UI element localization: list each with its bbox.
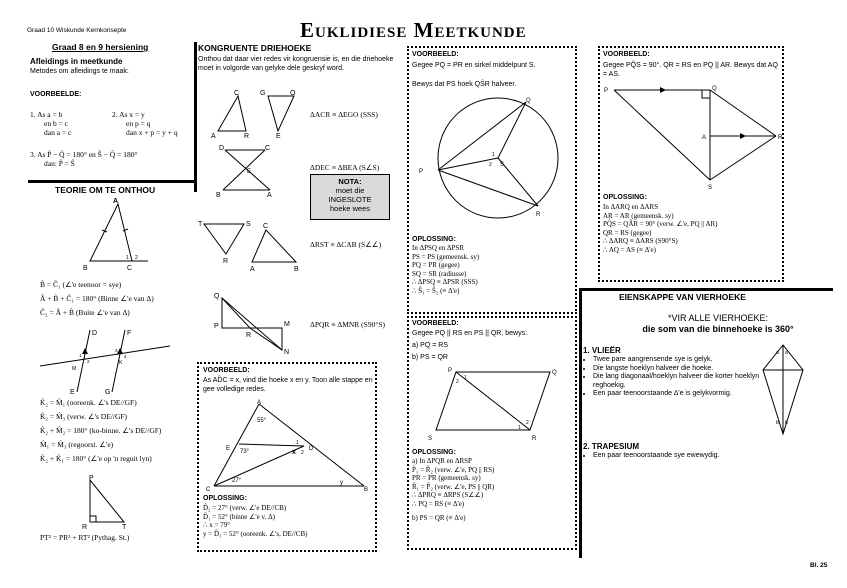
svg-text:S: S: [500, 162, 505, 168]
svg-text:P: P: [448, 368, 453, 374]
svg-text:R: R: [778, 135, 782, 141]
svg-text:B: B: [83, 265, 88, 272]
svg-text:Q: Q: [526, 98, 531, 104]
svg-text:T: T: [122, 524, 127, 530]
svg-text:Q: Q: [552, 370, 557, 376]
svg-text:a: a: [785, 350, 788, 356]
congruent-intro: Onthou dat daar vier redes vir kongruensie is, en die driehoeke moet in volgorde van gelyke dele geskryf word.: [198, 56, 394, 72]
revision-example-3: 3. As P̂ − Q̂ = 180° en Ŝ − Q̂ = 180° dan: P̂ = Ŝ: [30, 150, 138, 168]
svg-text:R: R: [532, 436, 537, 442]
svg-text:B: B: [294, 266, 299, 272]
example-abc-solution: D̂₂ = 27° (verw. ∠'e DE//CB) D̂₁ = 52° (binne ∠'e v. Δ) ∴ x = 79° y = D̂₁ = 52° (ooreenk. ∠'s, DE//CB): [203, 504, 308, 538]
svg-text:B: B: [364, 487, 369, 492]
svg-text:O: O: [290, 90, 296, 97]
revision-intro: Metodes om afleidings te maak:: [30, 68, 129, 75]
kite-title: 1. VLIEËR: [583, 346, 621, 355]
svg-text:R: R: [82, 524, 88, 530]
svg-text:y: y: [340, 480, 343, 486]
svg-text:4: 4: [124, 354, 127, 359]
svg-text:x: x: [292, 449, 296, 456]
svg-text:N: N: [284, 349, 290, 356]
svg-text:A: A: [211, 133, 216, 138]
svg-text:D: D: [92, 330, 98, 337]
example-circle-intro1: Gegee PQ = PR en sirkel middelpunt S.: [412, 62, 536, 69]
svg-text:C: C: [234, 90, 240, 97]
svg-text:A: A: [702, 135, 707, 141]
svg-text:b: b: [776, 420, 779, 426]
svg-text:C: C: [263, 223, 269, 230]
sas-figure: [215, 142, 275, 198]
theory-angle-facts: K̂₂ = M̂₁ (ooreenk. ∠'s DE//GF) K̂₂ = M̂₃ (verw. ∠'s DE//GF) K̂₂ + M̂₂ = 180° (ko-binne. ∠'s DE//GF) M̂₁ = M̂₃ (regoorst. ∠'e) K̂₂ + K̂₁ = 180° (∠'e op 'n reguit lyn): [40, 398, 162, 463]
svg-text:A: A: [113, 198, 119, 205]
svg-text:b: b: [785, 420, 788, 426]
svg-text:3: 3: [115, 348, 118, 353]
revision-heading: Graad 8 en 9 hersiening: [52, 42, 149, 52]
example-par-b: b) PS = QR: [412, 354, 448, 361]
theory-heading: TEORIE OM TE ONTHOU: [55, 185, 156, 195]
svg-text:D: D: [219, 145, 225, 152]
quads-subheading: *VIR ALLE VIERHOEKE: die som van die binnehoeke is 360°: [642, 313, 794, 334]
revision-examples-label: VOORBEELDE:: [30, 91, 82, 98]
example-circle-solution-label: OPLOSSING:: [412, 236, 456, 243]
svg-text:P: P: [604, 88, 609, 94]
example-par-solution-label: OPLOSSING:: [412, 449, 456, 456]
parallel-lines-figure: [35, 326, 175, 396]
kite-figure: [758, 340, 808, 440]
svg-text:A: A: [250, 266, 255, 272]
sas-statement: ΔDEC ≡ ΔBEA (S∠S): [310, 163, 380, 172]
svg-text:A: A: [267, 192, 272, 198]
svg-text:M: M: [284, 321, 290, 328]
svg-text:S: S: [428, 436, 433, 442]
svg-text:2: 2: [456, 379, 459, 385]
pythagoras-line: PT² = PR² + RT² (Pythag. St.): [40, 533, 130, 542]
svg-text:E: E: [247, 169, 252, 175]
svg-text:2: 2: [87, 359, 90, 364]
revision-example-1: 1. As a = b en b = c dan a = c: [30, 110, 72, 137]
svg-text:a: a: [776, 350, 779, 356]
svg-text:1: 1: [296, 440, 299, 446]
svg-text:A: A: [257, 400, 262, 406]
example-circle-solution: In ΔPSQ en ΔPSR PS = PS (gemeensk. sy) PQ = PR (gegee) SQ = SR (radiusse) ∴ ΔPSQ ≡ ΔPSR (SSS) ∴ Ŝ₁ = Ŝ₂ (≡ Δ'e): [412, 244, 480, 295]
svg-text:R: R: [244, 133, 250, 138]
svg-text:1: 1: [79, 353, 82, 358]
svg-text:K: K: [119, 360, 123, 366]
trapezium-properties: • Een paar teenoorstaande sye ewewydig.: [583, 452, 813, 461]
divider: [194, 42, 197, 192]
example-pqs-heading: VOORBEELD:: [603, 51, 650, 58]
svg-text:G: G: [260, 90, 266, 97]
svg-text:M: M: [72, 366, 77, 372]
svg-text:S: S: [708, 185, 713, 190]
svg-text:R: R: [223, 258, 229, 265]
page-number: Bl. 25: [810, 562, 828, 569]
right-triangle-figure: [80, 474, 130, 530]
svg-text:E: E: [70, 389, 75, 396]
divider: [28, 180, 195, 183]
theory-triangle-facts: B̂ = Ĉ₁ (∠'e teenoor = sye) Â + B̂ + Ĉ₁ = 180° (Binne ∠'e van Δ) Ĉ₂ = Â + B̂ (Buite ∠'e van Δ): [40, 280, 154, 317]
svg-text:R: R: [536, 212, 541, 218]
svg-text:P: P: [214, 323, 219, 330]
example-par-intro: Gegee PQ || RS en PS || QR, bewys:: [412, 330, 528, 337]
svg-text:2: 2: [526, 420, 529, 426]
aas-figure: [196, 216, 304, 272]
svg-text:73°: 73°: [240, 449, 250, 455]
example-abc-heading: VOORBEELD:: [203, 367, 250, 374]
rhs-figure: [210, 288, 300, 356]
page-title: Euklidiese Meetkunde: [300, 18, 527, 42]
svg-text:Q: Q: [214, 293, 220, 300]
svg-text:E: E: [226, 446, 231, 452]
svg-text:27°: 27°: [232, 478, 242, 484]
example-abc-intro: As AD̂C = x, vind die hoeke x en y. Toon alle stappe en gee volledige redes.: [203, 377, 373, 393]
svg-text:55°: 55°: [257, 418, 267, 424]
example-abc-solution-label: OPLOSSING:: [203, 495, 247, 502]
divider: [579, 288, 582, 558]
svg-text:E: E: [276, 133, 281, 138]
example-par-figure: [422, 364, 572, 444]
rhs-statement: ΔPQR ≡ ΔMNR (S90°S): [310, 320, 386, 329]
example-pqs-solution-label: OPLOSSING:: [603, 194, 647, 201]
example-par-a: a) PQ = RS: [412, 342, 448, 349]
aas-statement: ΔRST ≡ ΔCAB (S∠∠): [310, 240, 382, 249]
svg-text:1: 1: [518, 425, 521, 431]
svg-text:2: 2: [301, 450, 304, 456]
svg-text:R: R: [246, 332, 252, 339]
trapezium-title: 2. TRAPESIUM: [583, 442, 640, 451]
svg-text:C: C: [127, 265, 133, 272]
svg-text:F: F: [127, 330, 132, 337]
example-abc-figure: [204, 398, 372, 492]
kite-properties: • Twee pare aangrensende sye is gelyk. • Die langste hoeklyn halveer die hoeke. • Die lang diagonaal/hoeklyn halveer die korter hoeklyn reghoekig. • Een paar teenoorstaande ∆'e is gelykvormig.: [583, 356, 768, 399]
quads-heading: EIENSKAPPE VAN VIERHOEKE: [619, 292, 746, 302]
svg-text:G: G: [105, 389, 111, 396]
svg-text:C: C: [265, 145, 271, 152]
example-circle-intro2: Bewys dat PS hoek QŜR halveer.: [412, 81, 517, 88]
svg-text:P: P: [419, 169, 424, 175]
svg-text:1: 1: [492, 152, 495, 158]
revision-subheading: Afleidings in meetkunde: [30, 57, 123, 66]
revision-example-2: 2. As x = y en p = q dan x + p = y + q: [112, 110, 178, 137]
svg-text:2: 2: [489, 162, 492, 168]
svg-text:D: D: [309, 446, 314, 452]
example-pqs-intro: Gegee PQ̂S = 90°. QR = RS en PQ || AR. Bewys dat AQ = AS.: [603, 62, 778, 78]
svg-text:2: 2: [135, 255, 138, 261]
svg-text:P: P: [89, 475, 94, 482]
svg-text:T: T: [198, 221, 203, 228]
svg-text:B: B: [216, 192, 221, 198]
example-circle-figure: [414, 94, 574, 220]
example-par-heading: VOORBEELD:: [412, 320, 459, 327]
svg-text:1: 1: [126, 255, 129, 261]
sss-figure: [208, 86, 308, 138]
svg-text:C: C: [206, 487, 211, 492]
congruent-heading: KONGRUENTE DRIEHOEKE: [198, 43, 312, 53]
svg-text:1: 1: [464, 375, 467, 381]
page-subtitle: Graad 10 Wiskunde Kernkonsepte: [27, 27, 127, 34]
triangle-figure: [80, 196, 150, 274]
svg-text:S: S: [246, 221, 251, 228]
divider: [580, 288, 833, 291]
example-circle-heading: VOORBEELD:: [412, 51, 459, 58]
example-pqs-solution: In ΔARQ en ΔARS AR = AR (gemeensk. sy) PQ̂S = QÂR = 90° (verw. ∠'e, PQ || AR) QR = RS (gegee) ∴ ΔARQ ≡ ΔARS (S90°S) ∴ AQ = AS (≡ Δ'e): [603, 203, 718, 254]
nota-box: NOTA: moet die INGESLOTE hoeke wees: [310, 174, 390, 220]
svg-text:Q: Q: [712, 86, 717, 92]
sss-statement: ΔACR ≡ ΔEGO (SSS): [310, 110, 378, 119]
example-pqs-figure: [602, 82, 782, 190]
example-par-solution: a) In ΔPQR en ΔRSP P̂₁ = R̂₂ (verw. ∠'e, PQ || RS) PR = PR (gemeensk. sy) R̂₁ = P̂₂ (verw. ∠'e, PS || QR) ∴ ΔPRQ ≡ ΔRPS (S∠∠) ∴ PQ = RS (≡ Δ'e) b) PS = QR (≡ Δ'e): [412, 457, 495, 522]
